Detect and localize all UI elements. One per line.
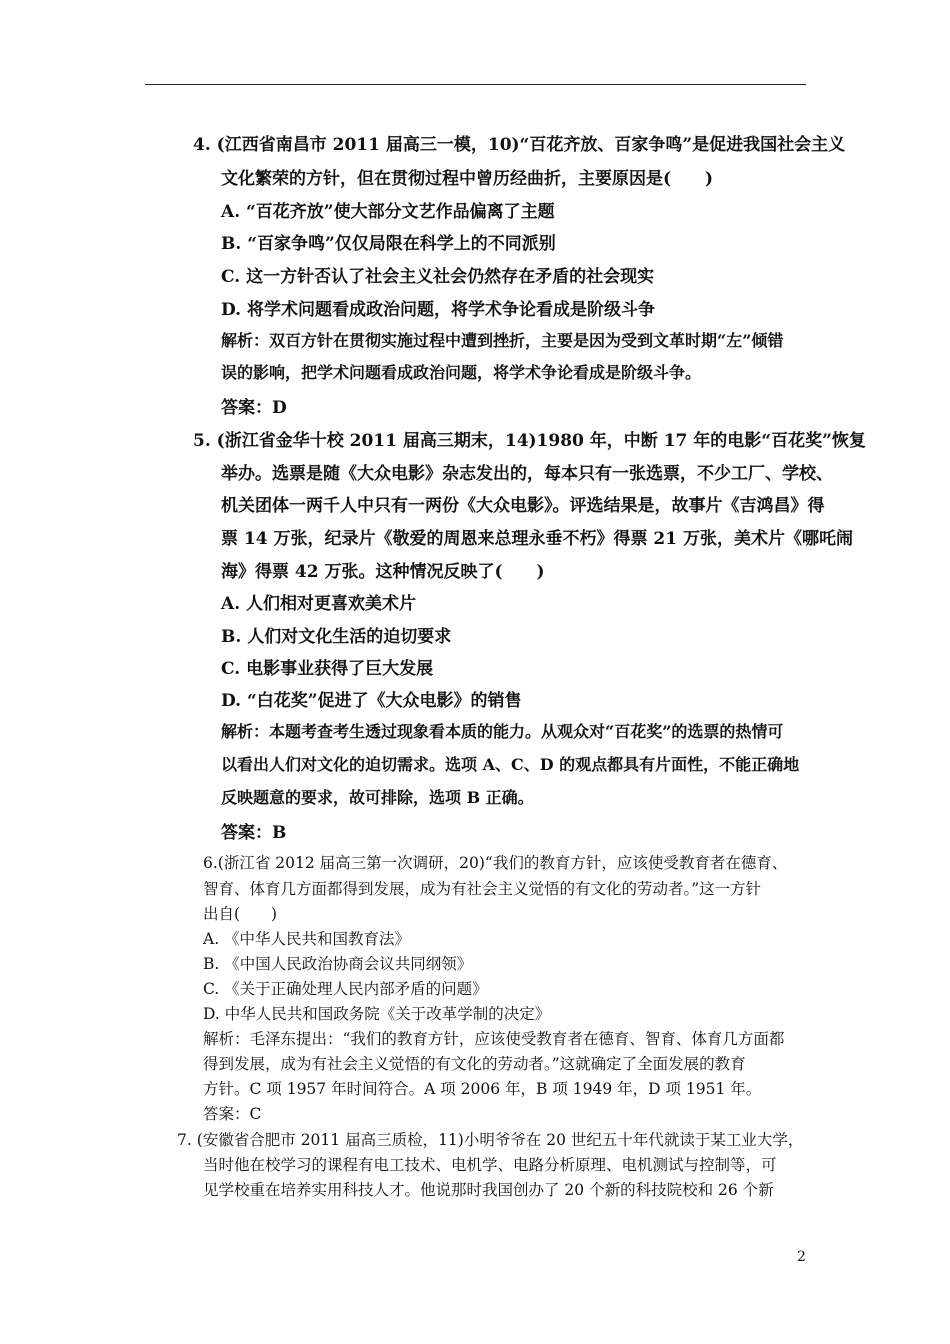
answer: 答案：D [221, 398, 287, 418]
question-stem: 6.(浙江省 2012 届高三第一次调研，20)“我们的教育方针，应该使受教育者在德育、 [203, 854, 788, 872]
question-stem: 文化繁荣的方针，但在贯彻过程中曾历经曲折，主要原因是( ) [221, 169, 714, 189]
option-c: C. 《关于正确处理人民内部矛盾的问题》 [203, 980, 488, 998]
option-d: D. 将学术问题看成政治问题，将学术争论看成是阶级斗争 [221, 300, 655, 320]
page-number: 2 [797, 1249, 806, 1265]
explanation: 误的影响，把学术问题看成政治问题，将学术争论看成是阶级斗争。 [221, 363, 702, 382]
question-stem: 举办。选票是随《大众电影》杂志发出的，每本只有一张选票，不少工厂、学校、 [221, 464, 833, 484]
question-stem: 智育、体育几方面都得到发展，成为有社会主义觉悟的有文化的劳动者。”这一方针 [203, 880, 762, 898]
question-stem: 5. (浙江省金华十校 2011 届高三期末，14)1980 年，中断 17 年的电影“百花奖”恢复 [193, 431, 866, 451]
question-stem: 机关团体一两千人中只有一两份《大众电影》。评选结果是，故事片《吉鸿昌》得 [221, 496, 825, 516]
option-b: B. 人们对文化生活的迫切要求 [221, 627, 452, 647]
question-stem: 出自( ) [203, 905, 278, 923]
answer: 答案：B [221, 823, 287, 843]
option-a: A. 人们相对更喜欢美术片 [221, 594, 417, 614]
option-b: B. “百家争鸣”仅仅局限在科学上的不同派别 [221, 234, 556, 254]
option-d: D. 中华人民共和国政务院《关于改革学制的决定》 [203, 1005, 551, 1023]
explanation: 解析：毛泽东提出：“我们的教育方针，应该使受教育者在德育、智育、体育几方面都 [203, 1030, 785, 1048]
option-a: A. 《中华人民共和国教育法》 [203, 930, 411, 948]
explanation: 解析：本题考查考生透过现象看本质的能力。从观众对“百花奖”的选票的热情可 [221, 722, 784, 741]
option-d: D. “白花奖”促进了《大众电影》的销售 [221, 691, 522, 711]
explanation: 得到发展，成为有社会主义觉悟的有文化的劳动者。”这就确定了全面发展的教育 [203, 1055, 746, 1073]
question-stem: 票 14 万张，纪录片《敬爱的周恩来总理永垂不朽》得票 21 万张，美术片《哪吒闹 [221, 529, 853, 549]
explanation: 解析：双百方针在贯彻实施过程中遭到挫折，主要是因为受到文革时期“左”倾错 [221, 331, 784, 350]
question-stem: 海》得票 42 万张。这种情况反映了( ) [221, 562, 545, 582]
question-stem: 4. (江西省南昌市 2011 届高三一模，10)“百花齐放、百家争鸣”是促进我国社会主义 [193, 135, 846, 155]
option-c: C. 这一方针否认了社会主义社会仍然存在矛盾的社会现实 [221, 267, 655, 287]
answer: 答案：C [203, 1105, 262, 1123]
header-rule [145, 84, 806, 85]
option-c: C. 电影事业获得了巨大发展 [221, 659, 434, 679]
question-stem: 见学校重在培养实用科技人才。他说那时我国创办了 20 个新的科技院校和 26 个新 [203, 1181, 774, 1199]
explanation: 反映题意的要求，故可排除，选项 B 正确。 [221, 788, 534, 807]
option-b: B. 《中国人民政治协商会议共同纲领》 [203, 955, 473, 973]
option-a: A. “百花齐放”使大部分文艺作品偏离了主题 [221, 202, 555, 222]
explanation: 以看出人们对文化的迫切需求。选项 A、C、D 的观点都具有片面性，不能正确地 [221, 755, 800, 774]
question-stem: 7. (安徽省合肥市 2011 届高三质检，11)小明爷爷在 20 世纪五十年代就读于某工业大学， [177, 1131, 804, 1149]
explanation: 方针。C 项 1957 年时间符合。A 项 2006 年，B 项 1949 年，D 项 1951 年。 [203, 1080, 762, 1098]
question-stem: 当时他在校学习的课程有电工技术、电机学、电路分析原理、电机测试与控制等，可 [203, 1156, 777, 1174]
